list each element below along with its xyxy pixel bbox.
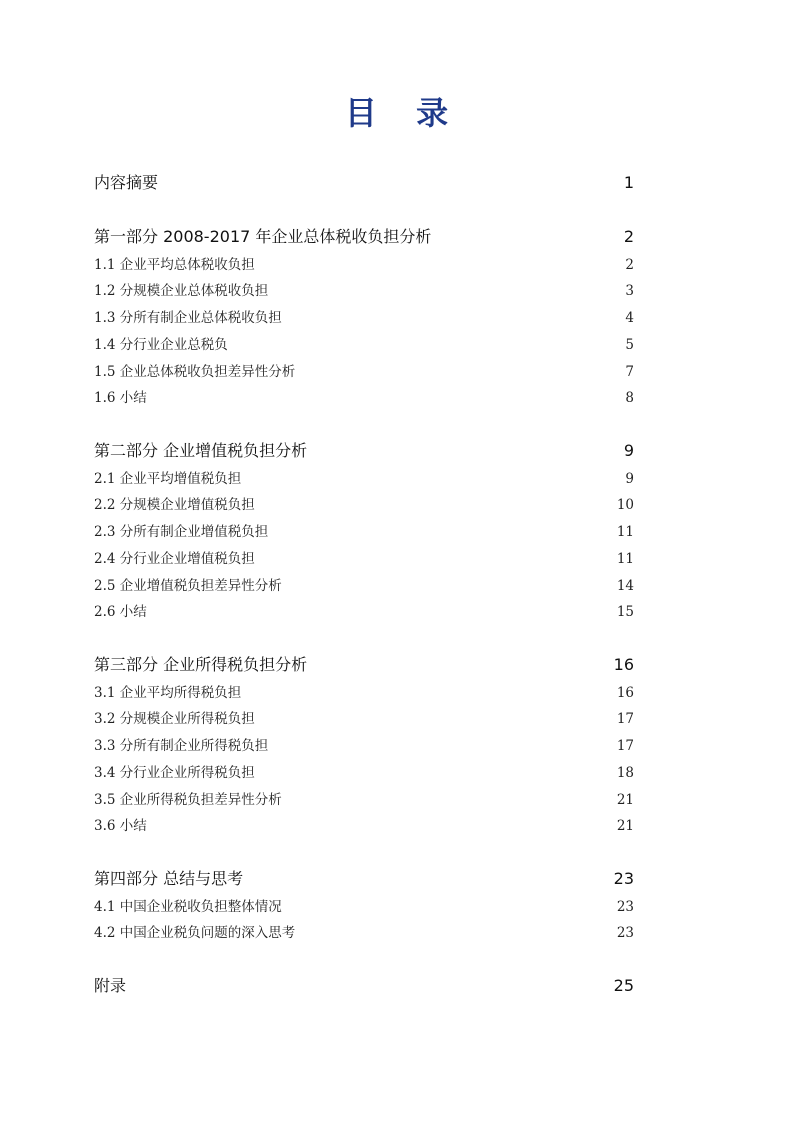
toc-page-number: 23 — [616, 925, 634, 941]
toc-label: 第三部分 企业所得税负担分析 — [94, 655, 308, 674]
toc-page-number: 8 — [625, 390, 634, 406]
toc-label: 2.4 分行业企业增值税负担 — [94, 551, 255, 567]
toc-entry-part-1[interactable] — [94, 224, 634, 247]
toc-page-number: 1 — [623, 173, 634, 192]
toc-label: 内容摘要 — [94, 173, 159, 192]
toc-page-number: 11 — [616, 551, 634, 567]
toc-page-number: 2 — [623, 227, 634, 246]
toc-entry-2-3[interactable] — [94, 520, 634, 540]
toc-page-number: 10 — [616, 497, 634, 513]
toc-label: 3.3 分所有制企业所得税负担 — [94, 738, 269, 754]
toc-page-number: 9 — [625, 471, 634, 487]
toc-entry-1-4[interactable] — [94, 333, 634, 353]
toc-page-number: 21 — [616, 792, 634, 808]
toc-entry-1-5[interactable] — [94, 360, 634, 380]
toc-page-number: 25 — [613, 976, 634, 995]
toc-page-number: 18 — [616, 765, 634, 781]
toc-entry-2-1[interactable] — [94, 467, 634, 487]
toc-entry-1-1[interactable] — [94, 253, 634, 273]
toc-entry-1-2[interactable] — [94, 279, 634, 299]
toc-page-number: 11 — [616, 524, 634, 540]
toc-page-number: 16 — [616, 685, 634, 701]
toc-page-number: 21 — [616, 818, 634, 834]
toc-label: 第四部分 总结与思考 — [94, 869, 244, 888]
page-title: 目 录 — [344, 94, 463, 132]
toc-label: 附录 — [94, 976, 127, 995]
toc-label: 1.1 企业平均总体税收负担 — [94, 257, 255, 273]
toc-entry-2-6[interactable] — [94, 600, 634, 620]
toc-entry-2-2[interactable] — [94, 493, 634, 513]
toc-label: 2.3 分所有制企业增值税负担 — [94, 524, 269, 540]
toc-entry-4-2[interactable] — [94, 921, 634, 941]
toc-page-number: 17 — [616, 711, 634, 727]
toc-page-number: 7 — [625, 364, 634, 380]
toc-entry-3-5[interactable] — [94, 788, 634, 808]
toc-label: 3.2 分规模企业所得税负担 — [94, 711, 255, 727]
toc-entry-3-4[interactable] — [94, 761, 634, 781]
toc-label: 第二部分 企业增值税负担分析 — [94, 441, 308, 460]
toc-entry-abstract[interactable] — [94, 170, 634, 193]
toc-label: 3.5 企业所得税负担差异性分析 — [94, 792, 282, 808]
toc-label: 3.6 小结 — [94, 818, 147, 834]
toc-page-number: 17 — [616, 738, 634, 754]
toc-label: 2.2 分规模企业增值税负担 — [94, 497, 255, 513]
toc-entry-part-3[interactable] — [94, 652, 634, 675]
toc-label: 第一部分 2008-2017 年企业总体税收负担分析 — [94, 227, 432, 246]
toc-page-number: 23 — [613, 869, 634, 888]
toc-entry-2-4[interactable] — [94, 547, 634, 567]
toc-label: 2.6 小结 — [94, 604, 147, 620]
toc-entry-part-4[interactable] — [94, 866, 634, 889]
toc-page-number: 4 — [625, 310, 634, 326]
toc-label: 1.3 分所有制企业总体税收负担 — [94, 310, 282, 326]
toc-page-number: 3 — [625, 283, 634, 299]
toc-entry-4-1[interactable] — [94, 895, 634, 915]
toc-entry-part-2[interactable] — [94, 438, 634, 461]
toc-label: 1.4 分行业企业总税负 — [94, 337, 228, 353]
toc-entry-3-6[interactable] — [94, 814, 634, 834]
toc-label: 4.1 中国企业税收负担整体情况 — [94, 899, 282, 915]
toc-entry-appendix[interactable] — [94, 973, 634, 996]
toc-entry-3-2[interactable] — [94, 707, 634, 727]
toc-page-number: 9 — [623, 441, 634, 460]
toc-page-number: 2 — [625, 257, 634, 273]
toc-page-number: 23 — [616, 899, 634, 915]
toc-page-number: 15 — [616, 604, 634, 620]
toc-label: 3.1 企业平均所得税负担 — [94, 685, 242, 701]
toc-label: 3.4 分行业企业所得税负担 — [94, 765, 255, 781]
toc-entry-3-1[interactable] — [94, 681, 634, 701]
toc-entry-1-3[interactable] — [94, 306, 634, 326]
toc-entry-2-5[interactable] — [94, 574, 634, 594]
toc-entry-3-3[interactable] — [94, 734, 634, 754]
toc-page-number: 5 — [625, 337, 634, 353]
toc-label: 1.5 企业总体税收负担差异性分析 — [94, 364, 296, 380]
toc-label: 2.1 企业平均增值税负担 — [94, 471, 242, 487]
toc-label: 4.2 中国企业税负问题的深入思考 — [94, 925, 296, 941]
toc-entry-1-6[interactable] — [94, 386, 634, 406]
toc-label: 1.2 分规模企业总体税收负担 — [94, 283, 269, 299]
toc-page-number: 14 — [616, 578, 634, 594]
toc-label: 1.6 小结 — [94, 390, 147, 406]
toc-label: 2.5 企业增值税负担差异性分析 — [94, 578, 282, 594]
toc-page-number: 16 — [613, 655, 634, 674]
